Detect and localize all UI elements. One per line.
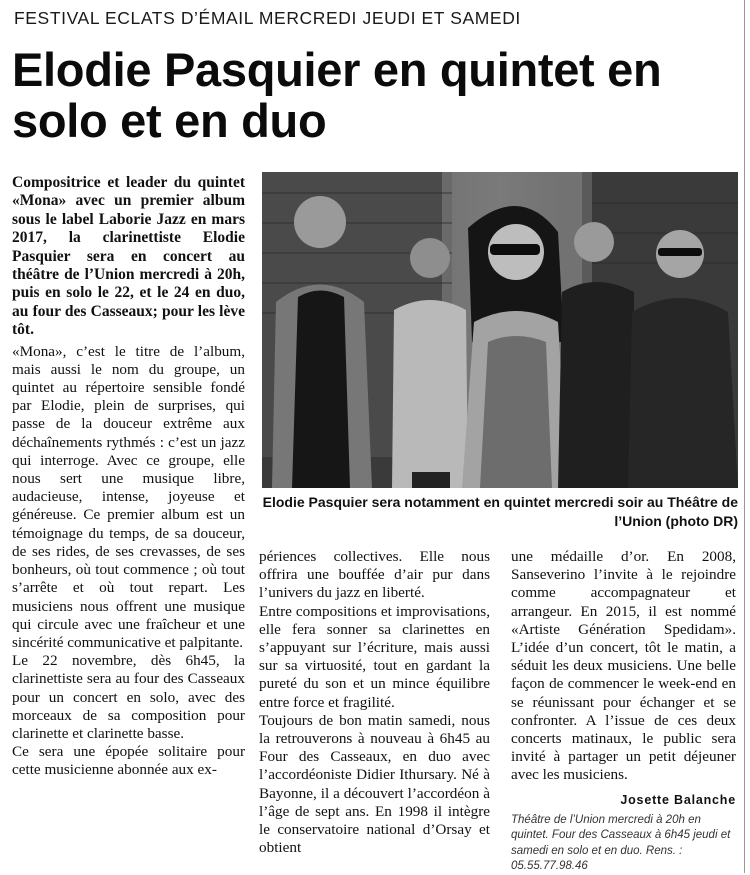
paragraph: Le 22 novembre, dès 6h45, la clarinettiste sera au four des Casseaux pour un concert en solo, avec des morceaux de sa composition pour clarinette et clarinette basse. [12,652,245,742]
paragraph: périences collectives. Elle nous offrira une bouffée d’air pur dans l’univers du jazz en liberté. [259,548,490,602]
practical-info: Théâtre de l’Union mercredi à 20h en quintet. Four des Casseaux à 6h45 jeudi et samedi en solo et en duo. Rens. : 05.55.77.98.46 [511,813,731,873]
photo-caption: Elodie Pasquier sera notamment en quintet mercredi soir au Théâtre de l’Union (photo DR) [262,494,738,529]
headline: Elodie Pasquier en quintet en solo et en duo [12,43,662,147]
text-column-2 [259,548,490,857]
band-photo [262,172,738,488]
paragraph: Ce sera une épopée solitaire pour cette musicienne abonnée aux ex- [12,743,245,779]
paragraph: Toujours de bon matin samedi, nous la retrouverons à nouveau à 6h45 au Four des Casseaux, en duo avec l’accordéoniste Didier Ithursary. Né à Bayonne, il a découvert l’accordéon à l’âge de sept ans. En 1998 il intègre le conservatoire national d’Orsay et obtient [259,711,490,857]
paragraph: une médaille d’or. En 2008, Sanseverino l’invite à le rejoindre comme accompagnateur et arrangeur. En 2015, il est nommé «Artiste Génération Spedidam». L’idée d’un concert, tôt le matin, a séduit les deux musiciens. Une belle façon de commencer le week-end en se réunissant pour échanger et se confronter. A l’issue de ces deux concerts matinaux, le public sera invité à partager un petit déjeuner avec les musiciens. [511,548,736,784]
column-rule [744,0,745,873]
text-column-3 [511,548,736,875]
author-signature: Josette Balanche [620,792,736,807]
paragraph: Entre compositions et improvisations, elle fera sonner sa clarinettes en s’appuyant sur l’écriture, mais aussi sur sa virtuosité, tout en gardant la pureté du son et un mince équilibre entre force et fragilité. [259,602,490,711]
paragraph: «Mona», c’est le titre de l’album, mais aussi le nom du groupe, un quintet au répertoire sensible fondé par Elodie, plein de surprises, qui passe de la douceur extrême aux déchaînements rythmés : c’est un jazz qui interroge. Avec ce groupe, elle nous sert une musique libre, audacieuse, intense, joyeuse et généreuse. Ce premier album est un témoignage du temps, de sa douceur, de ses rides, de ses crevasses, de ses bonheurs, où tout commence ; où tout s’arrête et où tout repart. Les musiciens nous offrent une musique qui circule avec une fraîcheur et une sincérité communicative et palpitante. [12,342,245,651]
text-column-1 [12,174,245,780]
kicker: FESTIVAL ECLATS D’ÉMAIL MERCREDI JEUDI ET SAMEDI [14,8,521,28]
lede: Compositrice et leader du quintet «Mona» avec un premier album sous le label Laborie Jazz en mars 2017, la clarinettiste Elodie Pasquier sera en concert au théâtre de l’Union mercredi à 20h, puis en solo le 22, et le 24 en duo, au four des Casseaux; pour les lève tôt. [12,174,245,339]
